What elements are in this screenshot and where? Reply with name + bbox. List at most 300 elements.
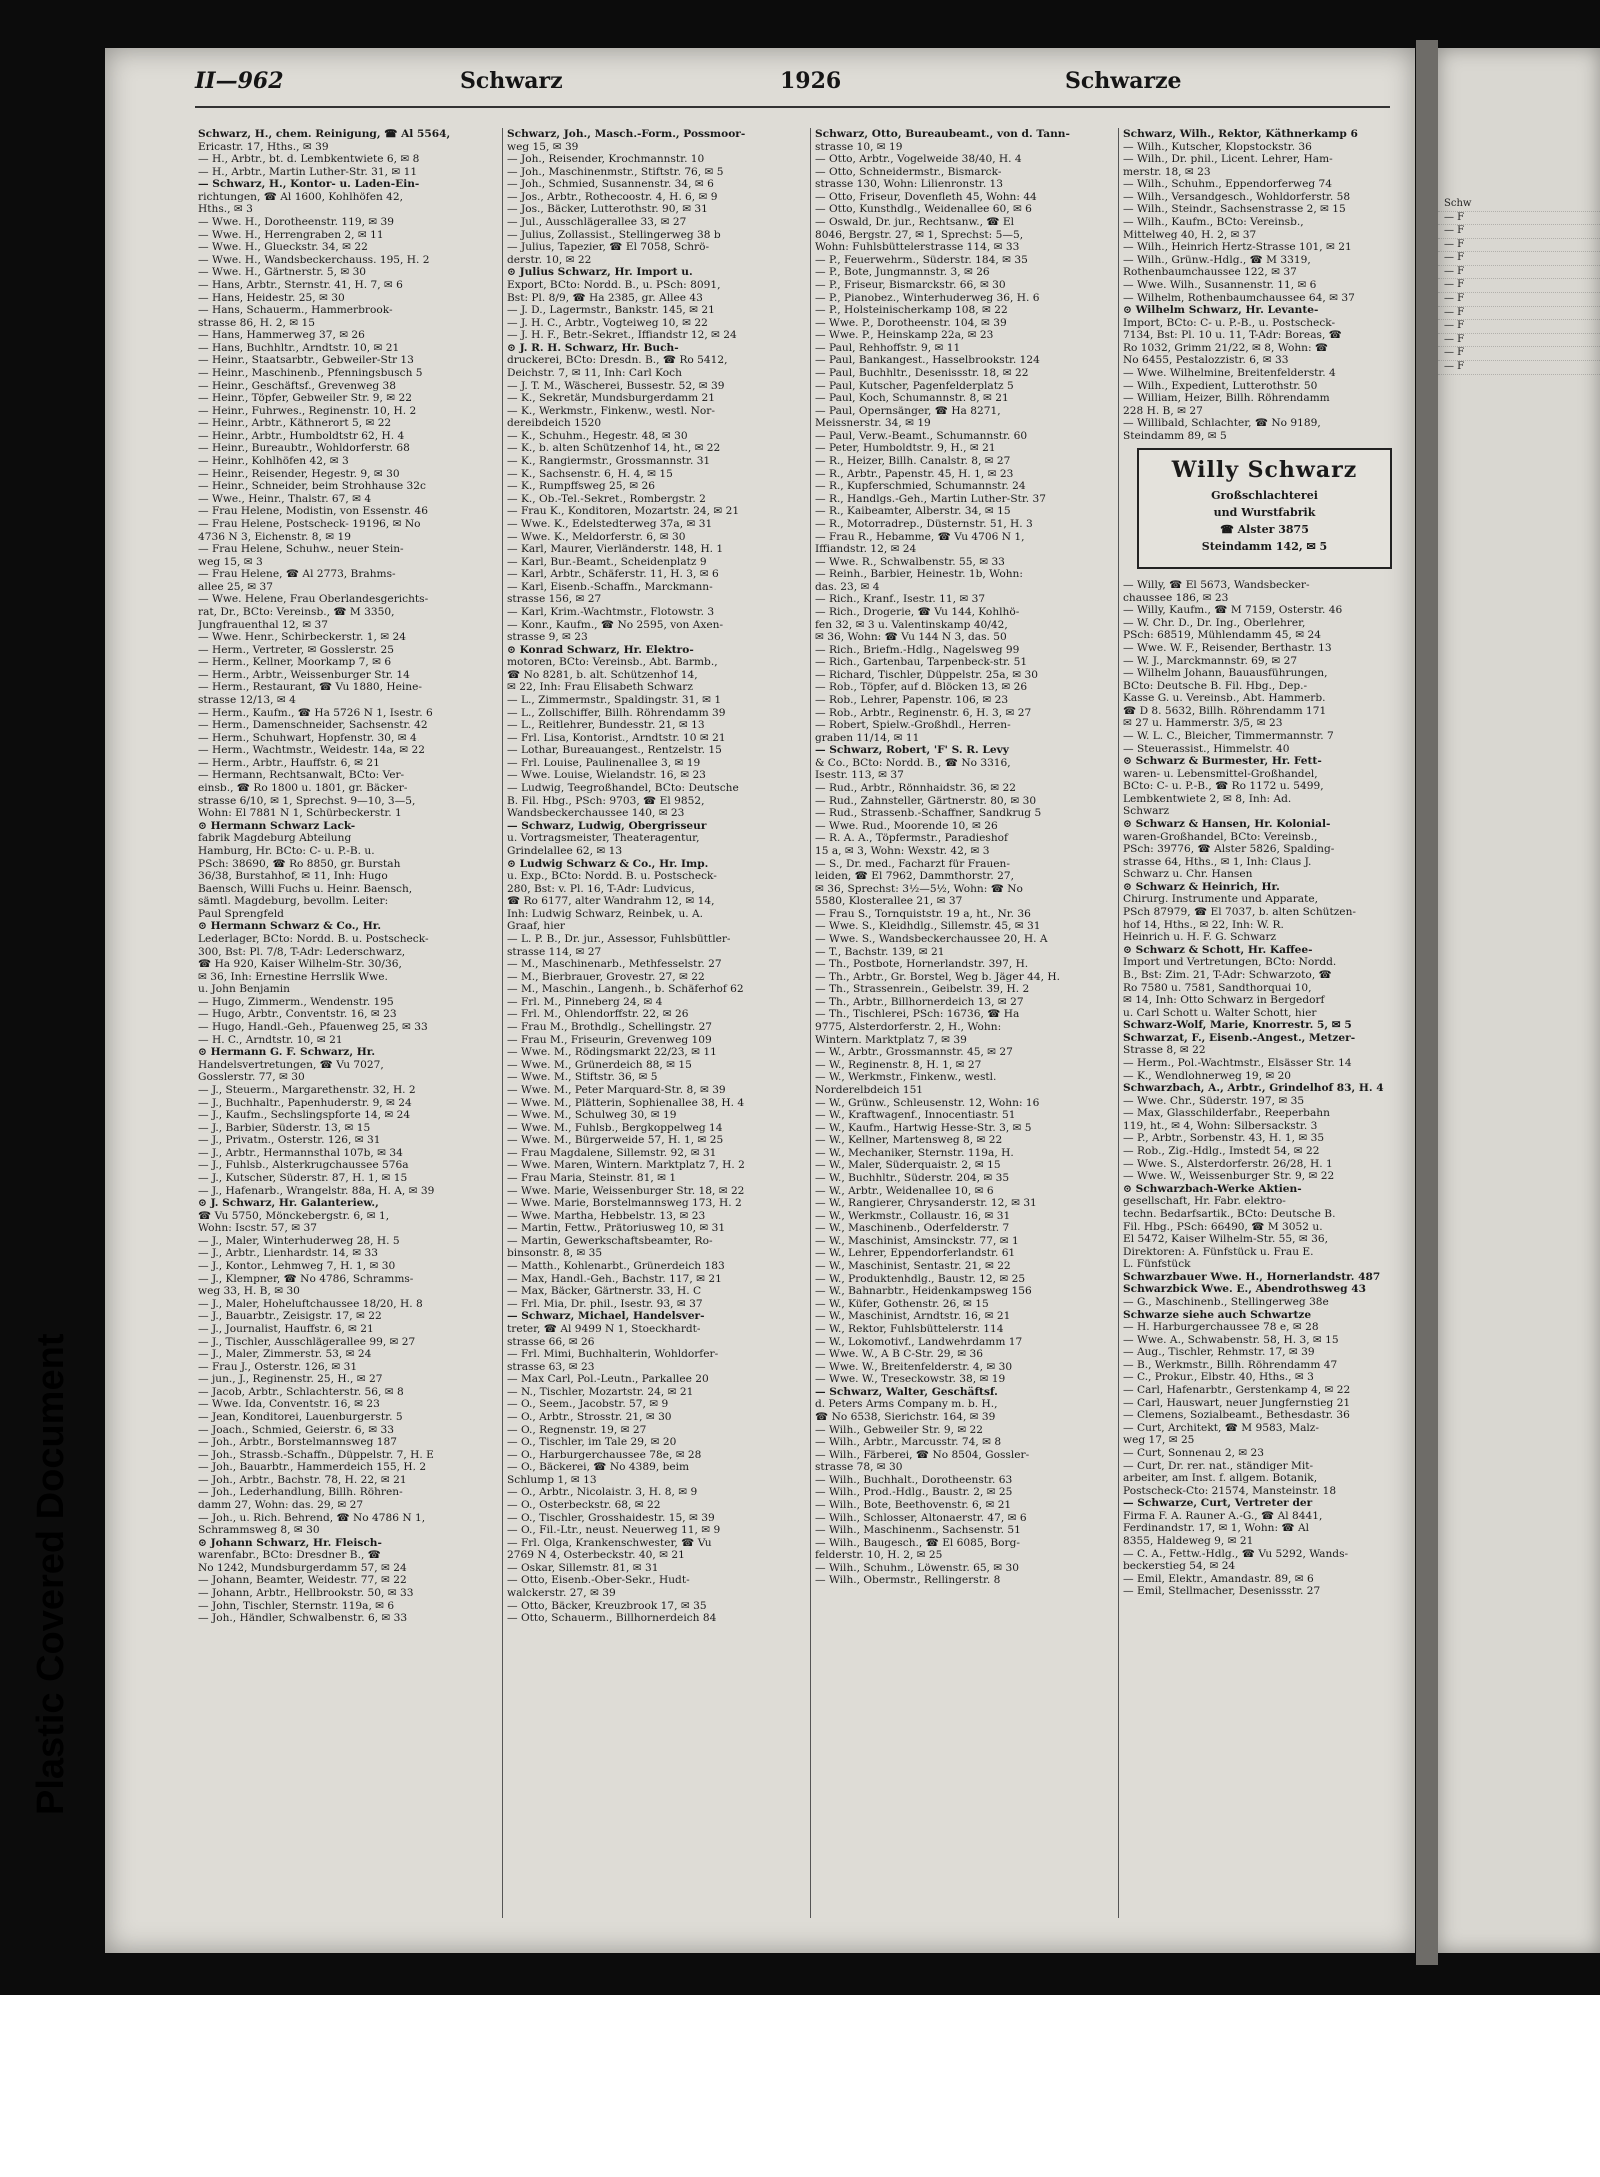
directory-entry: — J., Arbtr., Lienhardstr. 14, ✉ 33 (198, 1247, 379, 1260)
directory-entry: 119, ht., ✉ 4, Wohn: Silbersackstr. 3 (1123, 1119, 1318, 1132)
directory-entry: — Herm., Kaufm., ☎ Ha 5726 N 1, Isestr. 6 (198, 706, 433, 719)
directory-entry: — R. A. A., Töpfermstr., Paradieshof (815, 832, 1008, 845)
directory-entry: ✉ 14, Inh: Otto Schwarz in Bergedorf (1123, 994, 1325, 1007)
directory-entry: — Wilh., Versandgesch., Wohldorferstr. 58 (1123, 190, 1351, 203)
directory-entry: No 6455, Pestalozzistr. 6, ✉ 33 (1123, 354, 1289, 367)
directory-entry: strasse 130, Wohn: Lilienronstr. 13 (815, 178, 1004, 191)
directory-entry: — Otto, Kunsthdlg., Weidenallee 60, ✉ 6 (815, 203, 1032, 216)
directory-entry: — Curt, Dr. rer. nat., ständiger Mit- (1123, 1459, 1314, 1472)
directory-entry: ☎ D 8. 5632, Billh. Röhrendamm 171 (1123, 704, 1327, 717)
directory-entry: felderstr. 10, H. 2, ✉ 25 (815, 1549, 943, 1562)
directory-entry: Isestr. 113, ✉ 37 (815, 769, 904, 782)
directory-entry: — L. P. B., Dr. jur., Assessor, Fuhlsbüttler- (507, 933, 731, 945)
directory-entry: ⊙ Hermann Schwarz & Co., Hr. (198, 920, 382, 933)
directory-entry: — Wwe. P., Heinskamp 22a, ✉ 23 (815, 329, 994, 342)
ad-title: Willy Schwarz (1171, 457, 1358, 484)
directory-entry: — Wwe. A., Schwabenstr. 58, H. 3, ✉ 15 (1123, 1333, 1339, 1346)
directory-entry: — Rob., Arbtr., Reginenstr. 6, H. 3, ✉ 27 (815, 706, 1032, 719)
directory-entry: 15 a, ✉ 3, Wohn: Wexstr. 42, ✉ 3 (815, 844, 990, 857)
directory-entry: — J., Klempner, ☎ No 4786, Schramms- (198, 1272, 414, 1285)
directory-entry: ⊙ Schwarzbach-Werke Aktien- (1123, 1182, 1302, 1195)
directory-entry: — Frau K., Konditoren, Mozartstr. 24, ✉ 21 (507, 505, 740, 518)
directory-entry: — Frl. M., Pinneberg 24, ✉ 4 (507, 995, 663, 1008)
strip-entry: — F (1438, 239, 1600, 253)
directory-entry: — P., Feuerwehrm., Süderstr. 184, ✉ 35 (815, 253, 1028, 266)
directory-entry: — Joh., Händler, Schwalbenstr. 6, ✉ 33 (198, 1612, 408, 1625)
directory-entry: — Frl. M., Ohlendorffstr. 22, ✉ 26 (507, 1008, 689, 1021)
ad-line: ☎ Alster 3875 (1220, 523, 1309, 537)
directory-entry: ☎ Ha 920, Kaiser Wilhelm-Str. 30/36, (198, 958, 402, 971)
directory-entry: — Schwarz, Walter, Geschäftsf. (815, 1385, 998, 1398)
directory-entry: Norderelbdeich 151 (815, 1083, 924, 1096)
directory-entry: — Paul, Buchhltr., Desenissstr. 18, ✉ 22 (815, 366, 1029, 379)
directory-entry: Direktoren: A. Fünfstück u. Frau E. (1123, 1245, 1314, 1258)
directory-entry: — Wilh., Kaufm., BCto: Vereinsb., (1123, 216, 1304, 229)
advertisement-box (1137, 448, 1392, 569)
directory-entry: — J. H. C., Arbtr., Vogteiweg 10, ✉ 22 (507, 316, 708, 329)
directory-entry: — Wwe. Martha, Hebbelstr. 13, ✉ 23 (507, 1209, 706, 1222)
directory-entry: — Wilh., Färberei, ☎ No 8504, Gossler- (815, 1448, 1030, 1461)
directory-entry: — J. D., Lagermstr., Bankstr. 145, ✉ 21 (507, 304, 715, 317)
directory-entry: — Matth., Kohlenarbt., Grünerdeich 183 (507, 1260, 725, 1273)
directory-entry: fabrik Magdeburg Abteilung (198, 832, 352, 845)
directory-entry: — K., Wendlohnerweg 19, ✉ 20 (1123, 1069, 1292, 1082)
directory-entry: — Wilhelm Johann, Bauausführungen, (1123, 667, 1328, 680)
directory-entry: — L., Reitlehrer, Bundesstr. 21, ✉ 13 (507, 719, 705, 732)
directory-entry: — H. C., Arndtstr. 10, ✉ 21 (198, 1033, 343, 1046)
directory-entry: strasse 114, ✉ 27 (507, 945, 602, 958)
directory-entry: — Herm., Damenschneider, Sachsenstr. 42 (198, 719, 428, 732)
directory-entry: — Schwarz, H., Kontor- u. Laden-Ein- (198, 178, 420, 191)
directory-entry: — Julius, Zollassist., Stellingerweg 38 b (507, 228, 721, 241)
directory-entry: — R., Kupferschmied, Schumannstr. 24 (815, 480, 1026, 493)
directory-entry: — Herm., Schuhwart, Hopfenstr. 30, ✉ 4 (198, 731, 417, 744)
directory-entry: Gosslerstr. 77, ✉ 30 (198, 1071, 305, 1084)
directory-entry: — Herm., Restaurant, ☎ Vu 1880, Heine- (198, 681, 422, 694)
directory-entry: Deichstr. 7, ✉ 11, Inh: Carl Koch (507, 366, 682, 379)
directory-entry: BCto: Deutsche B. Fil. Hbg., Dep.- (1123, 679, 1308, 692)
directory-entry: — J. T. M., Wäscherei, Bussestr. 52, ✉ 39 (507, 379, 725, 392)
directory-entry: — O., Tischler, Grosshaidestr. 15, ✉ 39 (507, 1511, 715, 1524)
directory-entry: — P., Friseur, Bismarckstr. 66, ✉ 30 (815, 278, 1006, 291)
year-header: 1926 (780, 68, 842, 94)
directory-entry: Hths., ✉ 3 (198, 203, 253, 216)
directory-entry: — Wilh., Grünw.-Hdlg., ☎ M 3319, (1123, 253, 1311, 266)
directory-entry: damm 27, Wohn: das. 29, ✉ 27 (198, 1499, 364, 1512)
directory-entry: strasse 66, ✉ 26 (507, 1335, 595, 1348)
directory-entry: Baensch, Willi Fuchs u. Heinr. Baensch, (198, 882, 413, 895)
directory-entry: ⊙ J. R. H. Schwarz, Hr. Buch- (507, 341, 679, 354)
directory-entry: 8046, Bergstr. 27, ✉ 1, Sprechst: 5—5, (815, 228, 1024, 241)
directory-entry: ⊙ Schwarz & Burmester, Hr. Fett- (1123, 755, 1322, 768)
directory-entry: — Rud., Zahnsteller, Gärtnerstr. 80, ✉ 30 (815, 794, 1037, 807)
directory-entry: — Jean, Konditorei, Lauenburgerstr. 5 (198, 1410, 403, 1423)
directory-entry: Wohn: Iscstr. 57, ✉ 37 (198, 1222, 317, 1235)
directory-entry: — Wilh., Obermstr., Rellingerstr. 8 (815, 1574, 1001, 1587)
adjacent-page-strip (1438, 48, 1600, 1953)
directory-entry: PSch 87979, ☎ El 7037, b. alten Schützen- (1123, 906, 1356, 919)
directory-entry: — Martin, Fettw., Prätoriusweg 10, ✉ 31 (507, 1222, 726, 1235)
directory-entry: — J., Privatm., Osterstr. 126, ✉ 31 (198, 1134, 381, 1147)
directory-entry: — K., Sachsenstr. 6, H. 4, ✉ 15 (507, 467, 673, 480)
directory-entry: — Wilh., Dr. phil., Licent. Lehrer, Ham- (1123, 153, 1333, 166)
directory-entry: — O., Regnenstr. 19, ✉ 27 (507, 1423, 647, 1436)
directory-entry: leiden, ☎ El 7962, Dammthorstr. 27, (815, 870, 1014, 883)
directory-entry: — R., Heizer, Billh. Canalstr. 8, ✉ 27 (815, 455, 1011, 468)
directory-entry: — C. A., Fettw.-Hdlg., ☎ Vu 5292, Wands- (1123, 1547, 1349, 1560)
directory-entry: — Paul, Rehhoffstr. 9, ✉ 11 (815, 341, 961, 354)
directory-entry: — W., Maschinist, Amsinckstr. 77, ✉ 1 (815, 1234, 1019, 1247)
directory-entry: — Heinr., Geschäftsf., Grevenweg 38 (198, 379, 397, 392)
directory-entry: — Wwe. W. F., Reisender, Berthastr. 13 (1123, 641, 1332, 654)
strip-entry: — F (1438, 252, 1600, 266)
directory-entry: — Wwe. Louise, Wielandstr. 16, ✉ 23 (507, 769, 706, 782)
directory-entry: — Wwe. S., Alsterdorferstr. 26/28, H. 1 (1123, 1157, 1333, 1170)
directory-entry: — Heinr., Bureaubtr., Wohldorferstr. 68 (198, 442, 410, 455)
directory-entry: 8355, Haldeweg 9, ✉ 21 (1123, 1534, 1254, 1547)
directory-entry: — Konr., Kaufm., ☎ No 2595, von Axen- (507, 618, 724, 631)
directory-entry: — Wwe. R., Schwalbenstr. 55, ✉ 33 (815, 555, 1005, 568)
directory-entry: — R., Arbtr., Papenstr. 45, H. 1, ✉ 23 (815, 467, 1014, 480)
directory-entry: — Joh., Reisender, Krochmannstr. 10 (507, 153, 705, 166)
directory-entry: waren- u. Lebensmittel-Großhandel, (1123, 767, 1318, 780)
directory-entry: — Heinr., Schneider, beim Strohhause 32c (198, 480, 426, 493)
strip-entry: — F (1438, 320, 1600, 334)
directory-entry: ⊙ Ludwig Schwarz & Co., Hr. Imp. (507, 857, 709, 870)
directory-column-3 (815, 128, 1115, 1587)
directory-entry: — Rob., Lehrer, Papenstr. 106, ✉ 23 (815, 694, 1009, 707)
directory-entry: — jun., J., Reginenstr. 25, H., ✉ 27 (198, 1373, 383, 1386)
directory-entry: — Wwe. H., Wandsbeckerchauss. 195, H. 2 (198, 253, 430, 266)
directory-entry: — Frau J., Osterstr. 126, ✉ 31 (198, 1360, 358, 1373)
directory-entry: — Frau R., Hebamme, ☎ Vu 4706 N 1, (815, 530, 1025, 543)
directory-entry: chaussee 186, ✉ 23 (1123, 591, 1229, 604)
directory-entry: — W., Buchhltr., Süderstr. 204, ✉ 35 (815, 1171, 1010, 1184)
directory-entry: — P., Arbtr., Sorbenstr. 43, H. 1, ✉ 35 (1123, 1132, 1325, 1145)
directory-entry: — Heinr., Fuhrwes., Reginenstr. 10, H. 2 (198, 404, 417, 417)
directory-entry: — Frau Helene, Postscheck- 19196, ✉ No (198, 517, 421, 530)
directory-entry: — W., Reginenstr. 8, H. 1, ✉ 27 (815, 1058, 982, 1071)
directory-entry: — Max, Bäcker, Gärtnerstr. 33, H. C (507, 1285, 702, 1298)
directory-entry: dereibdeich 1520 (507, 417, 602, 430)
directory-entry: — Heinr., Staatsarbtr., Gebweiler-Str 13 (198, 354, 414, 367)
directory-entry: — Wwe. P., Dorotheenstr. 104, ✉ 39 (815, 316, 1007, 329)
directory-entry: — Hugo, Zimmerm., Wendenstr. 195 (198, 995, 394, 1008)
directory-entry: — J., Hafenarb., Wrangelstr. 88a, H. A, ✉ 39 (198, 1184, 435, 1197)
directory-entry: — Peter, Humboldtstr. 9, H., ✉ 21 (815, 442, 996, 455)
directory-entry: — Max Carl, Pol.-Leutn., Parkallee 20 (507, 1373, 709, 1386)
directory-entry: Firma F. A. Rauner A.-G., ☎ Al 8441, (1123, 1509, 1323, 1522)
directory-entry: — Oswald, Dr. jur., Rechtsanw., ☎ El (815, 216, 1015, 229)
directory-entry: — Ludwig, Teegroßhandel, BCto: Deutsche (507, 782, 739, 795)
directory-entry: — William, Heizer, Billh. Röhrendamm (1123, 392, 1330, 405)
directory-entry: — W., Lehrer, Eppendorferlandstr. 61 (815, 1247, 1016, 1260)
strip-entry: Schw (1438, 198, 1600, 212)
directory-entry: — Hans, Hammerweg 37, ✉ 26 (198, 329, 365, 342)
directory-entry: warenfabr., BCto: Dresdner B., ☎ (198, 1549, 381, 1562)
directory-entry: — Wwe. M., Plätterin, Sophienallee 38, H. 4 (507, 1096, 745, 1109)
directory-entry: — J., Kontor., Lehmweg 7, H. 1, ✉ 30 (198, 1260, 396, 1273)
directory-entry: Import und Vertretungen, BCto: Nordd. (1123, 956, 1337, 969)
directory-entry: Inh: Ludwig Schwarz, Reinbek, u. A. (507, 907, 704, 920)
directory-entry: — R., Kaibeamter, Alberstr. 34, ✉ 15 (815, 505, 1011, 518)
directory-entry: Wohn: El 7881 N 1, Schürbeckerstr. 1 (198, 807, 402, 820)
directory-entry: strasse 63, ✉ 23 (507, 1360, 595, 1373)
directory-entry: — Wwe. Chr., Süderstr. 197, ✉ 35 (1123, 1094, 1305, 1107)
directory-entry: — Joh., Strassb.-Schaffn., Düppelstr. 7, H. E (198, 1448, 434, 1461)
directory-entry: strasse 6/10, ✉ 1, Sprechst. 9—10, 3—5, (198, 794, 416, 807)
directory-entry: Schrammsweg 8, ✉ 30 (198, 1524, 320, 1537)
directory-entry: 280, Bst: v. Pl. 16, T-Adr: Ludvicus, (507, 882, 695, 895)
directory-entry: — Jul., Ausschlägerallee 33, ✉ 27 (507, 216, 687, 229)
directory-entry: — Willy, ☎ El 5673, Wandsbecker- (1123, 579, 1310, 592)
directory-entry: — Wwe. Marie, Borstelmannsweg 173, H. 2 (507, 1197, 742, 1210)
directory-entry: — Wwe. Wilh., Susannenstr. 11, ✉ 6 (1123, 278, 1317, 291)
directory-entry: — Wwe. K., Edelstedterweg 37a, ✉ 31 (507, 517, 713, 530)
directory-entry: — Jos., Bäcker, Lutterothstr. 90, ✉ 31 (507, 203, 708, 216)
directory-entry: — Heinr., Töpfer, Gebweiler Str. 9, ✉ 22 (198, 392, 412, 405)
directory-entry: — Wwe. S., Kleidhdlg., Sillemstr. 45, ✉ 31 (815, 920, 1041, 933)
directory-entry: — Wwe. H., Glueckstr. 34, ✉ 22 (198, 241, 368, 254)
directory-entry: — Wilh., Schlosser, Altonaerstr. 47, ✉ 6 (815, 1511, 1027, 1524)
directory-entry: — O., Tischler, im Tale 29, ✉ 20 (507, 1436, 677, 1449)
directory-entry: — Heinr., Reisender, Hegestr. 9, ✉ 30 (198, 467, 400, 480)
directory-entry: — Wwe. W., Breitenfelderstr. 4, ✉ 30 (815, 1360, 1013, 1373)
directory-entry: — Joh., Lederhandlung, Billh. Röhren- (198, 1486, 403, 1499)
strip-entry: — F (1438, 334, 1600, 348)
directory-entry: — Frl. Louise, Paulinenallee 3, ✉ 19 (507, 756, 701, 769)
directory-entry: — W., Lokomotivf., Landwehrdamm 17 (815, 1335, 1023, 1348)
directory-entry: — J., Maler, Zimmerstr. 53, ✉ 24 (198, 1348, 372, 1361)
directory-entry: B., Bst: Zim. 21, T-Adr: Schwarzoto, ☎ (1123, 968, 1332, 981)
directory-entry: — H. Harburgerchaussee 78 e, ✉ 28 (1123, 1321, 1319, 1334)
directory-entry: — Joh., Arbtr., Borstelmannsweg 187 (198, 1436, 397, 1449)
directory-entry: ⊙ Johann Schwarz, Hr. Fleisch- (198, 1536, 382, 1549)
directory-entry: ✉ 27 u. Hammerstr. 3/5, ✉ 23 (1123, 717, 1283, 730)
directory-entry: — O., Seem., Jacobstr. 57, ✉ 9 (507, 1398, 669, 1411)
directory-entry: — Heinr., Maschinenb., Pfenningsbusch 5 (198, 366, 423, 379)
directory-entry: — Karl, Arbtr., Schäferstr. 11, H. 3, ✉ 6 (507, 568, 719, 581)
directory-entry: — Hugo, Arbtr., Conventstr. 16, ✉ 23 (198, 1008, 397, 1021)
directory-entry: — Schwarz, Michael, Handelsver- (507, 1310, 705, 1323)
directory-entry: — Wilh., Bote, Beethovenstr. 6, ✉ 21 (815, 1499, 1012, 1512)
directory-entry: — Joh., Bauarbtr., Hammerdeich 155, H. 2 (198, 1461, 427, 1474)
directory-entry: Iffiandstr. 12, ✉ 24 (815, 543, 917, 556)
directory-entry: — Joach., Schmied, Geierstr. 6, ✉ 33 (198, 1423, 394, 1436)
directory-entry: — Max, Glasschilderfabr., Reeperbahn (1123, 1107, 1330, 1120)
directory-entry: — Rich., Kranf., Isestr. 11, ✉ 37 (815, 593, 986, 606)
strip-entry: — F (1438, 266, 1600, 280)
directory-entry: — Wwe., Heinr., Thalstr. 67, ✉ 4 (198, 492, 372, 505)
directory-entry: PSch: 38690, ☎ Ro 8850, gr. Burstah (198, 857, 401, 870)
directory-entry: — Richard, Tischler, Düppelstr. 25a, ✉ 30 (815, 668, 1039, 681)
directory-entry: Mittelweg 40, H. 2, ✉ 37 (1123, 228, 1257, 241)
directory-entry: strasse 78, ✉ 30 (815, 1461, 903, 1474)
directory-entry: Grindelallee 62, ✉ 13 (507, 844, 623, 857)
directory-entry: — P., Pianobez., Winterhuderweg 36, H. 6 (815, 291, 1040, 304)
directory-entry: — Clemens, Sozialbeamt., Bethesdastr. 36 (1123, 1409, 1350, 1422)
directory-entry: ✉ 36, Sprechst: 3½—5½, Wohn: ☎ No (815, 882, 1023, 895)
directory-entry: — Wwe. W., A B C-Str. 29, ✉ 36 (815, 1348, 984, 1361)
page-number: II—962 (195, 68, 284, 94)
directory-entry: — Paul, Opernsänger, ☎ Ha 8271, (815, 404, 1001, 417)
directory-entry: — J., Barbier, Süderstr. 13, ✉ 15 (198, 1121, 371, 1134)
directory-entry: strasse 64, Hths., ✉ 1, Inh: Claus J. (1123, 855, 1312, 868)
directory-entry: — Frau M., Friseurin, Grevenweg 109 (507, 1033, 712, 1046)
directory-entry: — W., Maschinenb., Oderfelderstr. 7 (815, 1222, 1010, 1235)
directory-entry: PSch: 39776, ☎ Alster 5826, Spalding- (1123, 843, 1335, 856)
directory-entry: — L., Zimmermstr., Spaldingstr. 31, ✉ 1 (507, 694, 722, 707)
directory-entry: — K., b. alten Schützenhof 14, ht., ✉ 22 (507, 442, 721, 455)
directory-entry: hof 14, Hths., ✉ 22, Inh: W. R. (1123, 918, 1284, 931)
running-head-right: Schwarze (1065, 68, 1182, 94)
directory-entry: — J., Kutscher, Süderstr. 87, H. 1, ✉ 15 (198, 1171, 408, 1184)
directory-entry: das. 23, ✉ 4 (815, 580, 880, 593)
directory-entry: 7134, Bst: Pl. 10 u. 11, T-Adr: Boreas, ☎ (1123, 329, 1342, 342)
directory-entry: u. John Benjamin (198, 983, 290, 996)
directory-entry: — Frau Magdalene, Sillemstr. 92, ✉ 31 (507, 1146, 717, 1159)
directory-entry: — O., Fil.-Ltr., neust. Neuerweg 11, ✉ 9 (507, 1524, 721, 1537)
directory-entry: Steindamm 89, ✉ 5 (1123, 429, 1227, 442)
directory-entry: — O., Bäckerei, ☎ No 4389, beim (507, 1461, 690, 1474)
directory-entry: ☎ Ro 6177, alter Wandrahm 12, ✉ 14, (507, 895, 715, 908)
directory-entry: Schwarzbauer Wwe. H., Hornerlandstr. 487 (1123, 1270, 1381, 1283)
directory-entry: — Wwe. W., Weissenburger Str. 9, ✉ 22 (1123, 1170, 1335, 1183)
directory-entry: — J., Maler, Winterhuderweg 28, H. 5 (198, 1234, 400, 1247)
directory-entry: — Wwe. Henr., Schirbeckerstr. 1, ✉ 24 (198, 631, 406, 644)
directory-entry: — W., Produktenhdlg., Baustr. 12, ✉ 25 (815, 1272, 1026, 1285)
directory-entry: einsb., ☎ Ro 1800 u. 1801, gr. Bäcker- (198, 782, 408, 795)
directory-entry: Paul Sprengfeld (198, 907, 284, 920)
directory-entry: El 5472, Kaiser Wilhelm-Str. 55, ✉ 36, (1123, 1233, 1328, 1246)
directory-entry: Schwarzat, F., Eisenb.-Angest., Metzer- (1123, 1031, 1356, 1044)
directory-entry: — Wilh., Arbtr., Marcusstr. 74, ✉ 8 (815, 1436, 1002, 1449)
directory-entry: — Karl, Krim.-Wachtmstr., Flotowstr. 3 (507, 605, 715, 618)
directory-entry: — P., Bote, Jungmannstr. 3, ✉ 26 (815, 266, 990, 279)
running-head-left: Schwarz (460, 68, 563, 94)
directory-entry: strasse 156, ✉ 27 (507, 593, 602, 606)
directory-entry: — Rich., Briefm.-Hdlg., Nagelsweg 99 (815, 643, 1020, 656)
directory-entry: — K., Ob.-Tel.-Sekret., Rombergstr. 2 (507, 492, 706, 505)
directory-entry: strasse 9, ✉ 23 (507, 631, 588, 644)
directory-entry: — Curt, Sonnenau 2, ✉ 23 (1123, 1446, 1265, 1459)
directory-entry: 300, Bst: Pl. 7/8, T-Adr: Lederschwarz, (198, 945, 406, 958)
directory-entry: 4736 N 3, Eichenstr. 8, ✉ 19 (198, 530, 351, 543)
directory-entry: allee 25, ✉ 37 (198, 580, 273, 593)
directory-entry: Meissnerstr. 34, ✉ 19 (815, 417, 931, 430)
directory-entry: — Joh., Arbtr., Bachstr. 78, H. 22, ✉ 21 (198, 1473, 407, 1486)
directory-entry: ✉ 22, Inh: Frau Elisabeth Schwarz (507, 681, 693, 694)
directory-entry: — Karl, Bur.-Beamt., Scheidenplatz 9 (507, 555, 707, 568)
directory-entry: — Heinr., Arbtr., Humboldtstr 62, H. 4 (198, 429, 405, 442)
directory-entry: — Carl, Hauswart, neuer Jungfernstieg 21 (1123, 1396, 1351, 1409)
directory-entry: — Frau S., Tornquiststr. 19 a, ht., Nr. 36 (815, 907, 1031, 920)
directory-entry: — L., Zollschiffer, Billh. Röhrendamm 39 (507, 706, 726, 719)
directory-entry: — Hans, Arbtr., Sternstr. 41, H. 7, ✉ 6 (198, 278, 403, 291)
directory-entry: — Hans, Buchhltr., Arndtstr. 10, ✉ 21 (198, 341, 400, 354)
directory-entry: — J., Journalist, Hauffstr. 6, ✉ 21 (198, 1322, 374, 1335)
directory-entry: — Wilh., Schuhm., Eppendorferweg 74 (1123, 178, 1333, 191)
directory-entry: Ericastr. 17, Hths., ✉ 39 (198, 140, 329, 153)
directory-entry: — Wwe. Rud., Moorende 10, ✉ 26 (815, 819, 998, 832)
directory-entry: — Paul, Bankangest., Hasselbrookstr. 124 (815, 354, 1040, 367)
directory-entry: — T., Bachstr. 139, ✉ 21 (815, 945, 945, 958)
directory-entry: — W., Kellner, Martensweg 8, ✉ 22 (815, 1134, 1003, 1147)
directory-entry: — Rich., Gartenbau, Tarpenbeck-str. 51 (815, 656, 1028, 669)
directory-entry: — O., Arbtr., Strosstr. 21, ✉ 30 (507, 1410, 672, 1423)
directory-entry: — Wwe. S., Wandsbeckerchaussee 20, H. A (815, 933, 1048, 945)
directory-entry: — J., Steuerm., Margarethenstr. 32, H. 2 (198, 1083, 416, 1096)
directory-entry: — Wwe. M., Peter Marquard-Str. 8, ✉ 39 (507, 1083, 726, 1096)
directory-entry: Graaf, hier (507, 920, 565, 933)
directory-entry: Ro 7580 u. 7581, Sandthorquai 10, (1123, 981, 1312, 994)
directory-entry: — Otto, Eisenb.-Ober-Sekr., Hudt- (507, 1574, 690, 1587)
directory-entry: — W., Maschinist, Sentastr. 21, ✉ 22 (815, 1260, 1011, 1273)
directory-entry: — Herm., Wachtmstr., Weidestr. 14a, ✉ 22 (198, 744, 426, 757)
directory-entry: — W., Werkmstr., Finkenw., westl. (815, 1071, 997, 1084)
directory-entry: — Frl. Olga, Krankenschwester, ☎ Vu (507, 1536, 712, 1549)
directory-entry: — Wilh., Steindr., Sachsenstrasse 2, ✉ 15 (1123, 203, 1346, 216)
header-rule (195, 106, 1390, 108)
directory-entry: ⊙ Schwarz & Hansen, Hr. Kolonial- (1123, 818, 1331, 831)
directory-entry: — J., Maler, Hoheluftchaussee 18/20, H. 8 (198, 1297, 423, 1310)
directory-entry: — Paul, Verw.-Beamt., Schumannstr. 60 (815, 429, 1028, 442)
ad-line: Steindamm 142, ✉ 5 (1201, 540, 1328, 554)
directory-entry: — Rob., Töpfer, auf d. Blöcken 13, ✉ 26 (815, 681, 1028, 694)
directory-entry: — Frl. Lisa, Kontorist., Arndtstr. 10 ✉ 21 (507, 731, 726, 744)
directory-entry: — Otto, Schneidermstr., Bismarck- (815, 165, 1002, 178)
directory-entry: Wandsbeckerchaussee 140, ✉ 23 (507, 807, 685, 820)
directory-entry: Wohn: Fuhlsbüttelerstrasse 114, ✉ 33 (815, 241, 1020, 254)
directory-entry: — B., Werkmstr., Billh. Röhrendamm 47 (1123, 1358, 1338, 1371)
directory-entry: — Herm., Vertreter, ✉ Gosslerstr. 25 (198, 643, 394, 656)
directory-entry: — Rud., Strassenb.-Schaffner, Sandkrug 5 (815, 807, 1042, 820)
directory-entry: — Otto, Arbtr., Vogelweide 38/40, H. 4 (815, 153, 1022, 166)
directory-entry: — W., Rangierer, Chrysanderstr. 12, ✉ 31 (815, 1197, 1037, 1210)
directory-entry: Schwarz, Joh., Masch.-Form., Possmoor- (507, 128, 746, 140)
directory-entry: — Wwe. M., Rödingsmarkt 22/23, ✉ 11 (507, 1046, 717, 1059)
directory-entry: — Wwe. M., Schulweg 30, ✉ 19 (507, 1109, 677, 1122)
directory-entry: — W., Kraftwagenf., Innocentiastr. 51 (815, 1109, 1016, 1122)
directory-entry: Import, BCto: C- u. P.-B., u. Postscheck- (1123, 316, 1336, 329)
directory-entry: — Wilh., Maschinenm., Sachsenstr. 51 (815, 1524, 1021, 1537)
directory-entry: — W. L. C., Bleicher, Timmermannstr. 7 (1123, 729, 1334, 742)
directory-entry: — Curt, Architekt, ☎ M 9583, Malz- (1123, 1421, 1319, 1434)
directory-entry: — W., Arbtr., Grossmannstr. 45, ✉ 27 (815, 1046, 1013, 1059)
directory-entry: — Wilh., Gebweiler Str. 9, ✉ 22 (815, 1423, 984, 1436)
directory-entry: ⊙ Konrad Schwarz, Hr. Elektro- (507, 643, 694, 656)
directory-entry: — Reinh., Barbier, Heinestr. 1b, Wohn: (815, 568, 1023, 581)
strip-entry: — F (1438, 279, 1600, 293)
directory-entry: — W., Arbtr., Weidenallee 10, ✉ 6 (815, 1184, 994, 1197)
directory-entry: Jungfrauenthal 12, ✉ 37 (198, 618, 328, 631)
directory-entry: — Rob., Zig.-Hdlg., Imstedt 54, ✉ 22 (1123, 1145, 1320, 1158)
directory-entry: — Otto, Bäcker, Kreuzbrook 17, ✉ 35 (507, 1599, 707, 1612)
directory-entry: — Hans, Schauerm., Hammerbrook- (198, 304, 393, 317)
directory-entry: — K., Sekretär, Mundsburgerdamm 21 (507, 392, 715, 405)
directory-entry: merstr. 18, ✉ 23 (1123, 165, 1211, 178)
directory-entry: Schwarz (1123, 805, 1170, 818)
directory-entry: — W., Kaufm., Hartwig Hesse-Str. 3, ✉ 5 (815, 1121, 1032, 1134)
column-divider (1118, 128, 1119, 1918)
directory-entry: B. Fil. Hbg., PSch: 9703, ☎ El 9852, (507, 794, 705, 807)
directory-entry: Strasse 8, ✉ 22 (1123, 1044, 1206, 1057)
directory-entry: — M., Bierbrauer, Grovestr. 27, ✉ 22 (507, 970, 705, 983)
directory-entry: BCto: C- u. P.-B., ☎ Ro 1172 u. 5499, (1123, 780, 1324, 793)
directory-entry: — Johann, Arbtr., Hellbrookstr. 50, ✉ 33 (198, 1587, 414, 1600)
directory-entry: — Frau Helene, ☎ Al 2773, Brahms- (198, 568, 396, 581)
directory-entry: — Wilh., Prod.-Hdlg., Baustr. 2, ✉ 25 (815, 1486, 1013, 1499)
